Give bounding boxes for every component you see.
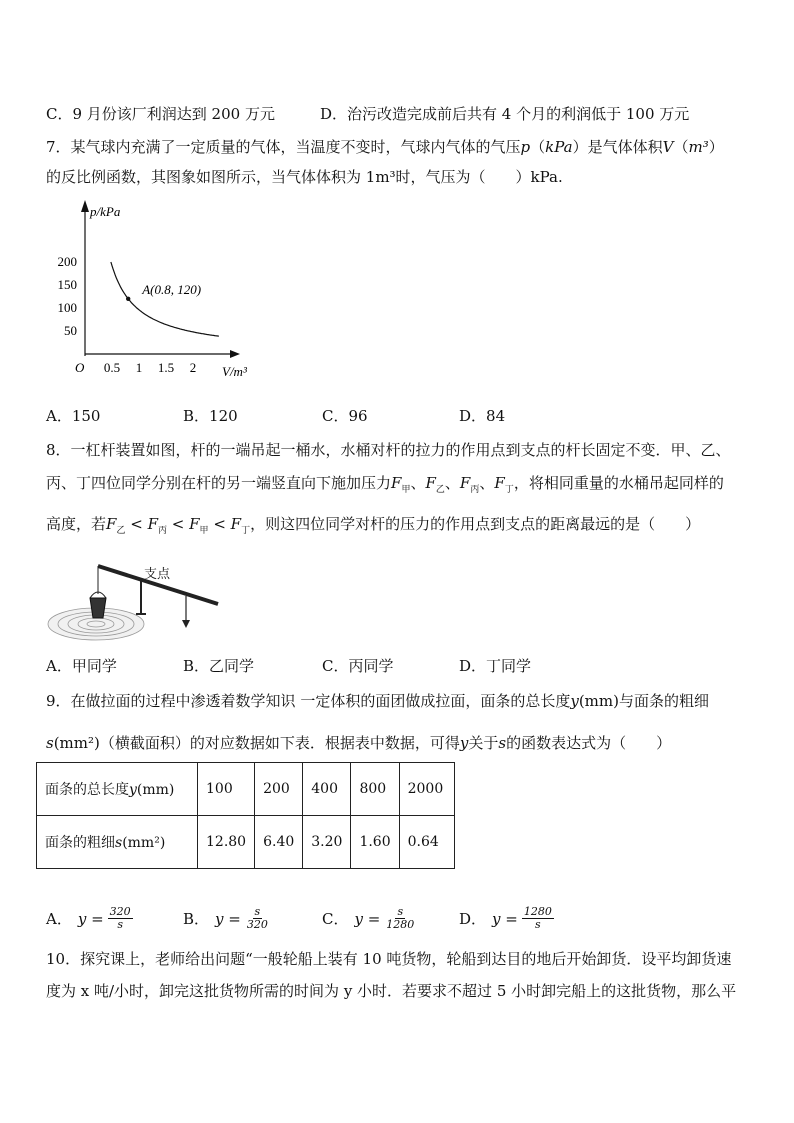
q7-option-d[interactable]: D．84 [459, 407, 506, 425]
q10-line2: 度为 x 吨/小时，卸完这批货物所需的时间为 y 小时．若要求不超过 5 小时卸完船上的这批货物，那么平 [46, 982, 737, 1000]
x-axis-arrow [230, 350, 240, 358]
table-cell: 12.80 [198, 816, 255, 869]
q8-line1: 8．一杠杆装置如图，杆的一端吊起一桶水，水桶对杆的拉力的作用点到支点的杆长固定不变．甲、乙、 [46, 441, 731, 459]
table-row [37, 816, 455, 869]
pressure-volume-graph [40, 198, 280, 388]
q9-line1: 9．在做拉面的过程中渗透着数学知识 一定体积的面团做成拉面，面条的总长度y(mm)与面条的粗细 [46, 692, 709, 710]
q6-option-c: C．9 月份该厂利润达到 200 万元 [46, 105, 275, 123]
q8-option-d[interactable]: D．丁同学 [459, 657, 532, 675]
q8-option-a[interactable]: A．甲同学 [46, 657, 117, 675]
q9-option-b[interactable]: B． y = $\frac{s}{320}$ [183, 905, 268, 931]
noodle-data-table [36, 762, 455, 869]
q6-option-d: D．治污改造完成前后共有 4 个月的利润低于 100 万元 [320, 105, 690, 123]
x-tick-label: 1.5 [157, 360, 175, 375]
q8-line2: 丙、丁四位同学分别在杆的另一端竖直向下施加压力$F_甲$、$F_乙$、$F_丙$、$F_丁$，将相同重量的水桶吊起同样的 [46, 474, 724, 495]
y-tick-label: 100 [57, 300, 77, 315]
bucket [90, 598, 106, 618]
q8-option-c[interactable]: C．丙同学 [322, 657, 394, 675]
q9-option-c[interactable]: C． y = $\frac{s}{1280}$ [322, 905, 415, 931]
y-tick-label: 150 [57, 277, 77, 292]
q8-line3: 高度，若$F_乙 < F_丙 < F_甲 < F_丁$，则这四位同学对杆的压力的作用点到支点的距离最远的是（ ） [46, 515, 701, 536]
y-axis-label: p/kPa [90, 204, 121, 219]
x-tick-label: 2 [189, 360, 197, 375]
fulcrum-label: 支点 [144, 566, 171, 581]
origin-label: O [75, 360, 85, 375]
y-tick-label: 200 [57, 254, 77, 269]
table-cell: 2000 [399, 763, 454, 816]
x-tick-label: 0.5 [103, 360, 121, 375]
x-axis-label: V/m³ [222, 364, 247, 379]
table-cell: 3.20 [303, 816, 351, 869]
table-cell: 800 [351, 763, 399, 816]
point-a-label: A(0.8, 120) [142, 281, 202, 297]
q8-option-b[interactable]: B．乙同学 [183, 657, 255, 675]
q7-line1: 7．某气球内充满了一定质量的气体，当温度不变时，气球内气体的气压p（kPa）是气体体积V（m³） [46, 138, 724, 156]
q7-line2: 的反比例函数，其图象如图所示，当气体体积为 1m³时，气压为（ ）kPa. [46, 168, 563, 186]
q7-option-b[interactable]: B．120 [183, 407, 238, 425]
table-cell: 0.64 [399, 816, 454, 869]
lever-figure [46, 556, 226, 644]
y-tick-label: 50 [64, 323, 77, 338]
row-label: 面条的总长度y(mm) [37, 763, 198, 816]
q10-line1: 10．探究课上，老师给出问题“一般轮船上装有 10 吨货物，轮船到达目的地后开始卸货．设平均卸货速 [46, 950, 732, 968]
row-label: 面条的粗细s(mm²) [37, 816, 198, 869]
q7-option-c[interactable]: C．96 [322, 407, 368, 425]
q7-option-a[interactable]: A．150 [46, 407, 101, 425]
table-cell: 100 [198, 763, 255, 816]
table-cell: 1.60 [351, 816, 399, 869]
q9-option-a[interactable]: A． y = $\frac{320}{s}$ [46, 905, 131, 931]
table-cell: 400 [303, 763, 351, 816]
table-cell: 200 [255, 763, 303, 816]
x-tick-label: 1 [135, 360, 143, 375]
q9-option-d[interactable]: D． y = $\frac{1280}{s}$ [459, 905, 552, 931]
y-axis-arrow [81, 200, 89, 212]
q9-line2: s(mm²)（横截面积）的对应数据如下表．根据表中数据，可得y关于s的函数表达式为（ ） [46, 734, 672, 752]
point-a-marker [126, 297, 130, 301]
table-cell: 6.40 [255, 816, 303, 869]
table-row [37, 763, 455, 816]
